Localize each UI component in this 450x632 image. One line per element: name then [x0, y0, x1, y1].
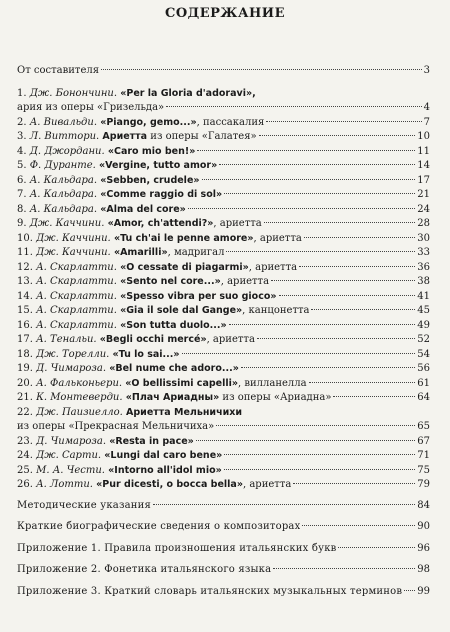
entry-number: 4. — [17, 145, 27, 157]
toc-entry-continuation — [17, 101, 430, 116]
entry-work: «Bel nume che adoro...» — [109, 363, 239, 374]
page-number: 33 — [417, 247, 430, 258]
leader-dots — [311, 309, 415, 310]
leader-dots — [226, 251, 415, 252]
toc-entry — [17, 406, 430, 421]
entry-work: «Caro mio ben!» — [107, 145, 196, 157]
leader-dots — [196, 440, 415, 441]
page-number: 96 — [417, 542, 430, 554]
entry-title — [17, 203, 186, 218]
entry-title — [17, 435, 194, 450]
toc-entry-continuation — [17, 420, 430, 435]
page-number: 4 — [423, 102, 430, 113]
section-entry — [17, 563, 430, 578]
entry-number: 22. — [17, 406, 33, 418]
entry-work: «Spesso vibra per suo gioco» — [120, 290, 277, 302]
spacer — [17, 79, 430, 87]
leader-dots — [271, 280, 415, 281]
entry-author: Дж. Каччини. — [36, 247, 111, 258]
page-number: 11 — [417, 145, 430, 157]
page-number: 61 — [417, 377, 430, 389]
leader-dots — [257, 338, 415, 339]
entry-author: Дж. Торелли. — [36, 348, 110, 360]
entry-number: 18. — [17, 348, 33, 360]
toc-entry — [17, 145, 430, 160]
entry-author: Дж. Каччини. — [36, 232, 111, 244]
page-number: 41 — [417, 290, 430, 302]
entry-author: Д. Чимароза. — [36, 363, 107, 374]
toc-entry — [17, 449, 430, 464]
entry-detail: , ариетта — [206, 334, 255, 345]
page-number: 71 — [417, 450, 430, 461]
page-number: 79 — [417, 479, 430, 490]
entry-work: «Alma del core» — [100, 203, 186, 215]
toc-entry — [17, 116, 430, 131]
entry-title — [17, 261, 297, 276]
entry-number: 7. — [17, 189, 27, 200]
page-number: 98 — [417, 564, 430, 575]
preface-entry — [17, 64, 430, 79]
leader-dots — [101, 69, 422, 70]
entry-author: А. Скарлатти. — [36, 290, 117, 302]
page-number: 99 — [417, 585, 430, 597]
leader-dots — [338, 547, 415, 548]
leader-dots — [273, 568, 415, 569]
page-number: 75 — [417, 464, 430, 476]
entry-detail: , ариетта — [213, 218, 262, 229]
entry-number: 19. — [17, 363, 33, 374]
entry-number: 11. — [17, 247, 33, 258]
page-title: СОДЕРЖАНИЕ — [164, 6, 286, 21]
entry-title — [17, 377, 307, 392]
entry-detail: , вилланелла — [238, 377, 307, 389]
entry-title — [17, 246, 224, 261]
section-entry — [17, 520, 430, 535]
entry-number: 9. — [17, 218, 27, 229]
page-number: 52 — [417, 334, 430, 345]
entry-title — [17, 130, 257, 145]
entry-title — [17, 217, 262, 232]
entry-continuation: ария из оперы «Гризельда» — [17, 102, 165, 113]
leader-dots — [224, 469, 416, 470]
toc-entry — [17, 174, 430, 189]
entry-number: 25. — [17, 464, 33, 476]
page-number: 65 — [417, 421, 430, 432]
page-number: 21 — [417, 189, 430, 200]
entry-number: 24. — [17, 450, 33, 461]
leader-dots — [166, 106, 421, 107]
entry-detail: из оперы «Галатея» — [147, 131, 257, 142]
page-number: 56 — [417, 363, 430, 374]
toc-entry — [17, 333, 430, 348]
entry-number: 15. — [17, 305, 33, 316]
leader-dots — [333, 396, 415, 397]
leader-dots — [293, 483, 415, 484]
toc-entry — [17, 275, 430, 290]
entry-detail: , ариетта — [220, 276, 270, 287]
page-number: 7 — [423, 116, 430, 128]
leader-dots — [153, 504, 415, 505]
entry-author: Дж. Бонончини. — [29, 87, 118, 99]
leader-dots — [404, 590, 415, 591]
entry-work: «Resta in pace» — [109, 435, 194, 447]
entry-number: 26. — [17, 479, 33, 490]
entry-author: К. Монтеверди. — [36, 392, 123, 403]
entry-author: Дж. Паизиелло. — [36, 406, 123, 418]
sections-list — [17, 499, 430, 600]
toc-entry — [17, 217, 430, 232]
page-number: 90 — [417, 521, 430, 532]
entry-work: «Pur dicesti, o bocca bella» — [96, 479, 243, 490]
toc-entry — [17, 348, 430, 363]
leader-dots — [202, 179, 416, 180]
entry-author: А. Скарлатти. — [36, 276, 117, 287]
entry-number: 17. — [17, 334, 33, 345]
entry-detail: , мадригал — [167, 247, 225, 258]
entry-author: А. Кальдара. — [29, 189, 98, 200]
entry-number: 12. — [17, 261, 33, 273]
section-entry — [17, 585, 430, 600]
entry-title — [17, 174, 200, 189]
toc-entry — [17, 261, 430, 276]
leader-dots — [197, 150, 415, 151]
toc-entry — [17, 319, 430, 334]
entry-detail: , ариетта — [242, 479, 292, 490]
entry-work: «Sebben, crudele» — [100, 174, 200, 186]
entry-number: 3. — [17, 131, 27, 142]
entry-title — [17, 348, 180, 363]
entry-detail: , ариетта — [253, 232, 302, 244]
entry-number: 13. — [17, 276, 33, 287]
entry-number: 2. — [17, 116, 27, 128]
entry-title: Приложение 1. Правила произношения итальянских букв — [17, 542, 337, 554]
page-number: 38 — [417, 276, 430, 287]
entry-author: А. Тенальи. — [36, 334, 97, 345]
leader-dots — [304, 237, 415, 238]
entry-title — [17, 406, 242, 421]
entry-title — [17, 319, 227, 334]
page-number: 28 — [417, 218, 430, 229]
entry-work: «Gia il sole dal Gange» — [120, 305, 243, 316]
entry-author: Дж. Каччини. — [29, 218, 105, 229]
toc-entry — [17, 435, 430, 450]
toc-entry — [17, 246, 430, 261]
page-number: 24 — [417, 203, 430, 215]
toc-entry — [17, 464, 430, 479]
entry-author: А. Кальдара. — [29, 174, 98, 186]
entry-work: «Vergine, tutto amor» — [99, 160, 218, 171]
toc-entry — [17, 232, 430, 247]
toc-entry — [17, 159, 430, 174]
entry-title — [17, 275, 269, 290]
toc-entry — [17, 188, 430, 203]
page-number: 30 — [417, 232, 430, 244]
entries-list — [17, 87, 430, 493]
entry-work: «O bellissimi capelli» — [125, 377, 239, 389]
entry-author: Д. Джордани. — [29, 145, 105, 157]
table-of-contents — [17, 64, 430, 606]
entry-title — [17, 333, 255, 348]
entry-title: Краткие биографические сведения о композиторах — [17, 521, 301, 532]
entry-title — [17, 159, 217, 174]
entry-number: 14. — [17, 290, 33, 302]
entry-author: А. Скарлатти. — [36, 319, 117, 331]
leader-dots — [264, 222, 416, 223]
entry-title — [17, 362, 239, 377]
page-number: 36 — [417, 261, 430, 273]
entry-title — [17, 87, 256, 102]
entry-title — [17, 232, 302, 247]
page-number: 64 — [417, 392, 430, 403]
entry-author: Д. Чимароза. — [36, 435, 107, 447]
toc-entry — [17, 290, 430, 305]
entry-number: 21. — [17, 392, 33, 403]
toc-entry — [17, 391, 430, 406]
entry-author: Ф. Дуранте. — [29, 160, 96, 171]
section-entry — [17, 499, 430, 514]
entry-detail: , пассакалия — [196, 116, 265, 128]
entry-work: «Sento nel core...» — [120, 276, 221, 287]
entry-author: А. Скарлатти. — [36, 305, 117, 316]
entry-work: «Comme raggio di sol» — [100, 189, 223, 200]
entry-work: «Плач Ариадны» — [125, 392, 220, 403]
entry-number: 6. — [17, 174, 27, 186]
entry-work: «Tu lo sai...» — [112, 348, 180, 360]
leader-dots — [302, 525, 415, 526]
leader-dots — [216, 425, 415, 426]
leader-dots — [188, 208, 415, 209]
entry-title: От составителя — [17, 65, 100, 76]
entry-author: Л. Виттори. — [29, 131, 100, 142]
leader-dots — [279, 295, 416, 296]
entry-number: 20. — [17, 377, 33, 389]
entry-number: 5. — [17, 160, 27, 171]
entry-work: «Per la Gloria d'adoravi», — [120, 87, 256, 99]
entry-continuation: из оперы «Прекрасная Мельничиха» — [17, 421, 215, 432]
entry-work: «Lungi dal caro bene» — [104, 450, 223, 461]
toc-entry — [17, 87, 430, 102]
entry-title — [17, 478, 291, 493]
toc-entry — [17, 362, 430, 377]
entry-title — [17, 304, 309, 319]
section-entry — [17, 542, 430, 557]
toc-entry — [17, 203, 430, 218]
toc-entry — [17, 377, 430, 392]
entry-number: 8. — [17, 203, 27, 215]
leader-dots — [241, 367, 415, 368]
leader-dots — [182, 353, 416, 354]
entry-author: Дж. Сарти. — [36, 450, 102, 461]
entry-title: Приложение 2. Фонетика итальянского языка — [17, 564, 272, 575]
entry-work: Ариетта Мельничихи — [126, 406, 243, 418]
entry-work: Ариетта — [102, 131, 148, 142]
entry-author: А. Фальконьери. — [36, 377, 123, 389]
entry-work: «Tu ch'ai le penne amore» — [113, 232, 254, 244]
entry-title — [17, 449, 222, 464]
page-number: 49 — [417, 319, 430, 331]
page-number: 84 — [417, 499, 430, 511]
entry-detail: из оперы «Ариадна» — [219, 392, 332, 403]
leader-dots — [266, 121, 421, 122]
entry-number: 10. — [17, 232, 33, 244]
leader-dots — [299, 266, 415, 267]
toc-entry — [17, 130, 430, 145]
toc-entry — [17, 304, 430, 319]
entry-title — [17, 116, 264, 131]
entry-title: Методические указания — [17, 499, 152, 511]
entry-number: 1. — [17, 87, 27, 99]
entry-title — [17, 290, 277, 305]
entry-work: «Son tutta duolo...» — [120, 319, 227, 331]
entry-work: «Amarilli» — [113, 247, 168, 258]
entry-number: 16. — [17, 319, 33, 331]
page-number: 67 — [417, 435, 430, 447]
toc-entry — [17, 478, 430, 493]
page-number: 45 — [417, 305, 430, 316]
entry-title — [17, 145, 195, 160]
entry-work: «Begli occhi mercé» — [99, 334, 207, 345]
entry-title — [17, 188, 222, 203]
leader-dots — [229, 324, 416, 325]
page-number: 17 — [417, 174, 430, 186]
leader-dots — [219, 164, 415, 165]
leader-dots — [259, 135, 416, 136]
page-number: 14 — [417, 160, 430, 171]
entry-work: «O cessate di piagarmi» — [120, 261, 249, 273]
entry-author: А. Лотти. — [36, 479, 93, 490]
entry-author: А. Кальдара. — [29, 203, 98, 215]
leader-dots — [224, 193, 415, 194]
leader-dots — [224, 454, 415, 455]
entry-detail: , ариетта — [248, 261, 298, 273]
page-number: 10 — [417, 131, 430, 142]
entry-title — [17, 391, 331, 406]
entry-author: А. Скарлатти. — [36, 261, 117, 273]
entry-author: А. Вивальди. — [29, 116, 98, 128]
leader-dots — [309, 382, 416, 383]
entry-work: «Piango, gemo...» — [100, 116, 197, 128]
entry-number: 23. — [17, 435, 33, 447]
page-number: 54 — [417, 348, 430, 360]
entry-author: М. А. Чести. — [36, 464, 105, 476]
entry-work: «Intorno all'idol mio» — [108, 464, 222, 476]
entry-work: «Amor, ch'attendi?» — [107, 218, 214, 229]
page-number: 3 — [423, 65, 430, 76]
entry-title: Приложение 3. Краткий словарь итальянских музыкальных терминов — [17, 585, 403, 597]
entry-detail: , канцонетта — [242, 305, 310, 316]
entry-title — [17, 464, 222, 479]
